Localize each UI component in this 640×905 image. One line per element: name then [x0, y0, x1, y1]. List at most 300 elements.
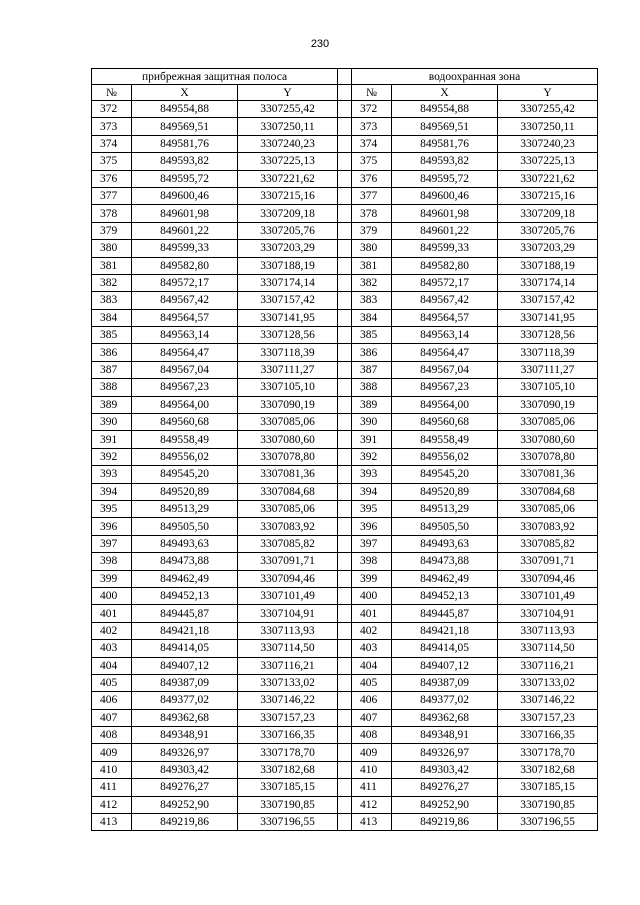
right-y-cell: 3307188,19 — [498, 257, 598, 274]
left-x-cell: 849582,80 — [132, 257, 238, 274]
right-x-cell: 849599,33 — [392, 240, 498, 257]
left-x-cell: 849462,49 — [132, 570, 238, 587]
right-x-cell: 849595,72 — [392, 170, 498, 187]
column-gap — [338, 657, 352, 674]
column-gap — [338, 448, 352, 465]
table-row — [92, 466, 598, 483]
right-num-cell: 384 — [352, 309, 392, 326]
left-y-cell: 3307104,91 — [238, 605, 338, 622]
left-y-cell: 3307221,62 — [238, 170, 338, 187]
left-num-cell: 398 — [92, 553, 132, 570]
left-header-y: Y — [238, 85, 338, 101]
right-y-cell: 3307221,62 — [498, 170, 598, 187]
column-gap — [338, 674, 352, 691]
left-x-cell: 849564,47 — [132, 344, 238, 361]
left-header-num: № — [92, 85, 132, 101]
right-x-cell: 849414,05 — [392, 640, 498, 657]
table-row — [92, 518, 598, 535]
column-gap — [338, 518, 352, 535]
column-gap — [338, 327, 352, 344]
right-y-cell: 3307196,55 — [498, 814, 598, 831]
table-row — [92, 709, 598, 726]
left-x-cell: 849219,86 — [132, 814, 238, 831]
column-header-row — [92, 85, 598, 101]
table-row — [92, 205, 598, 222]
left-x-cell: 849563,14 — [132, 327, 238, 344]
right-header-num: № — [352, 85, 392, 101]
right-num-cell: 372 — [352, 101, 392, 118]
right-y-cell: 3307141,95 — [498, 309, 598, 326]
right-y-cell: 3307185,15 — [498, 779, 598, 796]
column-gap — [338, 483, 352, 500]
right-num-cell: 413 — [352, 814, 392, 831]
table-row — [92, 570, 598, 587]
table-row — [92, 327, 598, 344]
left-num-cell: 401 — [92, 605, 132, 622]
right-y-cell: 3307090,19 — [498, 396, 598, 413]
right-x-cell: 849556,02 — [392, 448, 498, 465]
left-num-cell: 372 — [92, 101, 132, 118]
table-row — [92, 361, 598, 378]
right-y-cell: 3307081,36 — [498, 466, 598, 483]
left-x-cell: 849493,63 — [132, 535, 238, 552]
right-num-cell: 398 — [352, 553, 392, 570]
right-y-cell: 3307225,13 — [498, 153, 598, 170]
left-x-cell: 849513,29 — [132, 500, 238, 517]
column-gap — [338, 85, 352, 101]
right-x-cell: 849303,42 — [392, 761, 498, 778]
left-y-cell: 3307157,42 — [238, 292, 338, 309]
right-y-cell: 3307190,85 — [498, 796, 598, 813]
right-x-cell: 849601,98 — [392, 205, 498, 222]
column-gap — [338, 118, 352, 135]
right-num-cell: 383 — [352, 292, 392, 309]
left-y-cell: 3307133,02 — [238, 674, 338, 691]
right-num-cell: 403 — [352, 640, 392, 657]
right-x-cell: 849593,82 — [392, 153, 498, 170]
column-gap — [338, 205, 352, 222]
right-num-cell: 389 — [352, 396, 392, 413]
left-num-cell: 391 — [92, 431, 132, 448]
column-gap — [338, 396, 352, 413]
left-y-cell: 3307080,60 — [238, 431, 338, 448]
right-y-cell: 3307111,27 — [498, 361, 598, 378]
right-num-cell: 386 — [352, 344, 392, 361]
right-y-cell: 3307133,02 — [498, 674, 598, 691]
column-gap — [338, 727, 352, 744]
left-y-cell: 3307116,21 — [238, 657, 338, 674]
left-y-cell: 3307114,50 — [238, 640, 338, 657]
right-y-cell: 3307128,56 — [498, 327, 598, 344]
right-num-cell: 399 — [352, 570, 392, 587]
right-num-cell: 395 — [352, 500, 392, 517]
right-num-cell: 406 — [352, 692, 392, 709]
left-x-cell: 849421,18 — [132, 622, 238, 639]
left-y-cell: 3307205,76 — [238, 222, 338, 239]
left-x-cell: 849554,88 — [132, 101, 238, 118]
table-row — [92, 692, 598, 709]
left-num-cell: 381 — [92, 257, 132, 274]
left-num-cell: 389 — [92, 396, 132, 413]
right-x-cell: 849563,14 — [392, 327, 498, 344]
table-row — [92, 727, 598, 744]
table-row — [92, 674, 598, 691]
right-x-cell: 849421,18 — [392, 622, 498, 639]
column-gap — [338, 605, 352, 622]
right-x-cell: 849600,46 — [392, 187, 498, 204]
right-y-cell: 3307094,46 — [498, 570, 598, 587]
right-num-cell: 392 — [352, 448, 392, 465]
column-gap — [338, 431, 352, 448]
right-y-cell: 3307209,18 — [498, 205, 598, 222]
right-y-cell: 3307085,82 — [498, 535, 598, 552]
right-num-cell: 396 — [352, 518, 392, 535]
right-num-cell: 393 — [352, 466, 392, 483]
table-row — [92, 379, 598, 396]
left-y-cell: 3307128,56 — [238, 327, 338, 344]
right-header-x: X — [392, 85, 498, 101]
table-row — [92, 118, 598, 135]
left-y-cell: 3307085,82 — [238, 535, 338, 552]
right-x-cell: 849462,49 — [392, 570, 498, 587]
left-num-cell: 382 — [92, 274, 132, 291]
right-x-cell: 849326,97 — [392, 744, 498, 761]
right-x-cell: 849348,91 — [392, 727, 498, 744]
left-y-cell: 3307174,14 — [238, 274, 338, 291]
table-row — [92, 657, 598, 674]
left-num-cell: 400 — [92, 587, 132, 604]
right-x-cell: 849572,17 — [392, 274, 498, 291]
right-num-cell: 388 — [352, 379, 392, 396]
page-number: 230 — [310, 38, 330, 50]
left-num-cell: 411 — [92, 779, 132, 796]
table-row — [92, 292, 598, 309]
right-y-cell: 3307178,70 — [498, 744, 598, 761]
table-row — [92, 257, 598, 274]
right-y-cell: 3307157,23 — [498, 709, 598, 726]
left-y-cell: 3307118,39 — [238, 344, 338, 361]
right-y-cell: 3307083,92 — [498, 518, 598, 535]
table-row — [92, 796, 598, 813]
right-num-cell: 380 — [352, 240, 392, 257]
table-row — [92, 153, 598, 170]
left-num-cell: 403 — [92, 640, 132, 657]
left-y-cell: 3307178,70 — [238, 744, 338, 761]
left-x-cell: 849564,00 — [132, 396, 238, 413]
column-gap — [338, 553, 352, 570]
right-num-cell: 394 — [352, 483, 392, 500]
table-row — [92, 622, 598, 639]
right-x-cell: 849276,27 — [392, 779, 498, 796]
right-x-cell: 849567,04 — [392, 361, 498, 378]
left-x-cell: 849348,91 — [132, 727, 238, 744]
left-num-cell: 386 — [92, 344, 132, 361]
left-x-cell: 849595,72 — [132, 170, 238, 187]
right-num-cell: 375 — [352, 153, 392, 170]
left-x-cell: 849556,02 — [132, 448, 238, 465]
column-gap — [338, 135, 352, 152]
left-num-cell: 376 — [92, 170, 132, 187]
left-y-cell: 3307085,06 — [238, 500, 338, 517]
table-row — [92, 761, 598, 778]
left-y-cell: 3307090,19 — [238, 396, 338, 413]
table-row — [92, 535, 598, 552]
left-x-cell: 849452,13 — [132, 587, 238, 604]
right-x-cell: 849362,68 — [392, 709, 498, 726]
right-num-cell: 404 — [352, 657, 392, 674]
left-y-cell: 3307105,10 — [238, 379, 338, 396]
column-gap — [338, 69, 352, 85]
right-x-cell: 849558,49 — [392, 431, 498, 448]
left-num-cell: 375 — [92, 153, 132, 170]
right-header-y: Y — [498, 85, 598, 101]
left-y-cell: 3307255,42 — [238, 101, 338, 118]
left-x-cell: 849407,12 — [132, 657, 238, 674]
column-gap — [338, 500, 352, 517]
table-row — [92, 187, 598, 204]
left-x-cell: 849377,02 — [132, 692, 238, 709]
right-num-cell: 387 — [352, 361, 392, 378]
right-y-cell: 3307116,21 — [498, 657, 598, 674]
left-y-cell: 3307094,46 — [238, 570, 338, 587]
left-y-cell: 3307101,49 — [238, 587, 338, 604]
right-num-cell: 410 — [352, 761, 392, 778]
right-x-cell: 849513,29 — [392, 500, 498, 517]
right-y-cell: 3307078,80 — [498, 448, 598, 465]
right-num-cell: 382 — [352, 274, 392, 291]
left-y-cell: 3307182,68 — [238, 761, 338, 778]
right-num-cell: 374 — [352, 135, 392, 152]
table-row — [92, 135, 598, 152]
right-num-cell: 411 — [352, 779, 392, 796]
left-x-cell: 849303,42 — [132, 761, 238, 778]
column-gap — [338, 414, 352, 431]
column-gap — [338, 709, 352, 726]
right-y-cell: 3307113,93 — [498, 622, 598, 639]
left-num-cell: 385 — [92, 327, 132, 344]
left-y-cell: 3307111,27 — [238, 361, 338, 378]
left-num-cell: 397 — [92, 535, 132, 552]
left-num-cell: 396 — [92, 518, 132, 535]
right-num-cell: 390 — [352, 414, 392, 431]
left-num-cell: 394 — [92, 483, 132, 500]
left-x-cell: 849599,33 — [132, 240, 238, 257]
column-gap — [338, 570, 352, 587]
right-y-cell: 3307104,91 — [498, 605, 598, 622]
right-num-cell: 378 — [352, 205, 392, 222]
right-x-cell: 849493,63 — [392, 535, 498, 552]
left-y-cell: 3307085,06 — [238, 414, 338, 431]
right-num-cell: 405 — [352, 674, 392, 691]
table-row — [92, 414, 598, 431]
left-y-cell: 3307250,11 — [238, 118, 338, 135]
right-x-cell: 849445,87 — [392, 605, 498, 622]
table-row — [92, 483, 598, 500]
table-row — [92, 431, 598, 448]
column-gap — [338, 240, 352, 257]
right-y-cell: 3307203,29 — [498, 240, 598, 257]
table-row — [92, 448, 598, 465]
right-x-cell: 849473,88 — [392, 553, 498, 570]
column-gap — [338, 761, 352, 778]
left-num-cell: 404 — [92, 657, 132, 674]
left-num-cell: 387 — [92, 361, 132, 378]
right-y-cell: 3307101,49 — [498, 587, 598, 604]
right-y-cell: 3307146,22 — [498, 692, 598, 709]
left-x-cell: 849473,88 — [132, 553, 238, 570]
right-num-cell: 402 — [352, 622, 392, 639]
left-y-cell: 3307083,92 — [238, 518, 338, 535]
left-x-cell: 849545,20 — [132, 466, 238, 483]
column-gap — [338, 814, 352, 831]
right-num-cell: 408 — [352, 727, 392, 744]
right-num-cell: 391 — [352, 431, 392, 448]
right-x-cell: 849560,68 — [392, 414, 498, 431]
right-y-cell: 3307118,39 — [498, 344, 598, 361]
left-y-cell: 3307081,36 — [238, 466, 338, 483]
right-x-cell: 849567,42 — [392, 292, 498, 309]
left-x-cell: 849387,09 — [132, 674, 238, 691]
right-x-cell: 849252,90 — [392, 796, 498, 813]
column-gap — [338, 692, 352, 709]
left-x-cell: 849505,50 — [132, 518, 238, 535]
right-y-cell: 3307085,06 — [498, 500, 598, 517]
left-y-cell: 3307196,55 — [238, 814, 338, 831]
left-num-cell: 405 — [92, 674, 132, 691]
table-row — [92, 553, 598, 570]
left-num-cell: 388 — [92, 379, 132, 396]
right-x-cell: 849601,22 — [392, 222, 498, 239]
table-row — [92, 744, 598, 761]
left-y-cell: 3307240,23 — [238, 135, 338, 152]
table-row — [92, 814, 598, 831]
coordinates-table — [91, 68, 598, 831]
column-gap — [338, 379, 352, 396]
column-gap — [338, 744, 352, 761]
right-x-cell: 849520,89 — [392, 483, 498, 500]
right-x-cell: 849582,80 — [392, 257, 498, 274]
column-gap — [338, 309, 352, 326]
column-gap — [338, 274, 352, 291]
column-gap — [338, 344, 352, 361]
right-num-cell: 407 — [352, 709, 392, 726]
right-num-cell: 373 — [352, 118, 392, 135]
right-y-cell: 3307157,42 — [498, 292, 598, 309]
left-num-cell: 377 — [92, 187, 132, 204]
left-y-cell: 3307188,19 — [238, 257, 338, 274]
right-section-title: водоохранная зона — [352, 69, 598, 85]
left-x-cell: 849567,42 — [132, 292, 238, 309]
table-row — [92, 640, 598, 657]
right-y-cell: 3307114,50 — [498, 640, 598, 657]
left-num-cell: 406 — [92, 692, 132, 709]
table-row — [92, 344, 598, 361]
left-y-cell: 3307078,80 — [238, 448, 338, 465]
table-row — [92, 274, 598, 291]
left-y-cell: 3307215,16 — [238, 187, 338, 204]
right-x-cell: 849505,50 — [392, 518, 498, 535]
right-y-cell: 3307105,10 — [498, 379, 598, 396]
left-y-cell: 3307084,68 — [238, 483, 338, 500]
left-num-cell: 413 — [92, 814, 132, 831]
right-x-cell: 849219,86 — [392, 814, 498, 831]
table-row — [92, 587, 598, 604]
right-x-cell: 849569,51 — [392, 118, 498, 135]
right-x-cell: 849567,23 — [392, 379, 498, 396]
right-y-cell: 3307085,06 — [498, 414, 598, 431]
left-x-cell: 849445,87 — [132, 605, 238, 622]
left-y-cell: 3307225,13 — [238, 153, 338, 170]
right-x-cell: 849452,13 — [392, 587, 498, 604]
column-gap — [338, 170, 352, 187]
right-y-cell: 3307255,42 — [498, 101, 598, 118]
left-x-cell: 849601,98 — [132, 205, 238, 222]
right-y-cell: 3307091,71 — [498, 553, 598, 570]
table-row — [92, 605, 598, 622]
left-y-cell: 3307113,93 — [238, 622, 338, 639]
right-x-cell: 849564,00 — [392, 396, 498, 413]
left-x-cell: 849560,68 — [132, 414, 238, 431]
right-num-cell: 376 — [352, 170, 392, 187]
column-gap — [338, 292, 352, 309]
table-row — [92, 500, 598, 517]
left-num-cell: 380 — [92, 240, 132, 257]
left-num-cell: 392 — [92, 448, 132, 465]
right-y-cell: 3307174,14 — [498, 274, 598, 291]
table-row — [92, 170, 598, 187]
right-y-cell: 3307250,11 — [498, 118, 598, 135]
left-x-cell: 849581,76 — [132, 135, 238, 152]
left-x-cell: 849326,97 — [132, 744, 238, 761]
column-gap — [338, 796, 352, 813]
table-body — [92, 101, 598, 831]
left-num-cell: 384 — [92, 309, 132, 326]
right-y-cell: 3307182,68 — [498, 761, 598, 778]
left-num-cell: 410 — [92, 761, 132, 778]
right-x-cell: 849387,09 — [392, 674, 498, 691]
left-y-cell: 3307091,71 — [238, 553, 338, 570]
right-y-cell: 3307084,68 — [498, 483, 598, 500]
right-x-cell: 849564,57 — [392, 309, 498, 326]
left-x-cell: 849600,46 — [132, 187, 238, 204]
right-y-cell: 3307215,16 — [498, 187, 598, 204]
column-gap — [338, 187, 352, 204]
left-y-cell: 3307146,22 — [238, 692, 338, 709]
left-y-cell: 3307141,95 — [238, 309, 338, 326]
column-gap — [338, 640, 352, 657]
left-y-cell: 3307203,29 — [238, 240, 338, 257]
right-y-cell: 3307080,60 — [498, 431, 598, 448]
left-num-cell: 383 — [92, 292, 132, 309]
column-gap — [338, 153, 352, 170]
right-x-cell: 849554,88 — [392, 101, 498, 118]
right-num-cell: 377 — [352, 187, 392, 204]
table-row — [92, 396, 598, 413]
table-row — [92, 240, 598, 257]
left-x-cell: 849414,05 — [132, 640, 238, 657]
left-num-cell: 374 — [92, 135, 132, 152]
left-x-cell: 849564,57 — [132, 309, 238, 326]
left-num-cell: 379 — [92, 222, 132, 239]
left-num-cell: 412 — [92, 796, 132, 813]
left-num-cell: 373 — [92, 118, 132, 135]
table-row — [92, 779, 598, 796]
right-num-cell: 400 — [352, 587, 392, 604]
left-num-cell: 402 — [92, 622, 132, 639]
right-y-cell: 3307166,35 — [498, 727, 598, 744]
left-num-cell: 409 — [92, 744, 132, 761]
right-x-cell: 849545,20 — [392, 466, 498, 483]
